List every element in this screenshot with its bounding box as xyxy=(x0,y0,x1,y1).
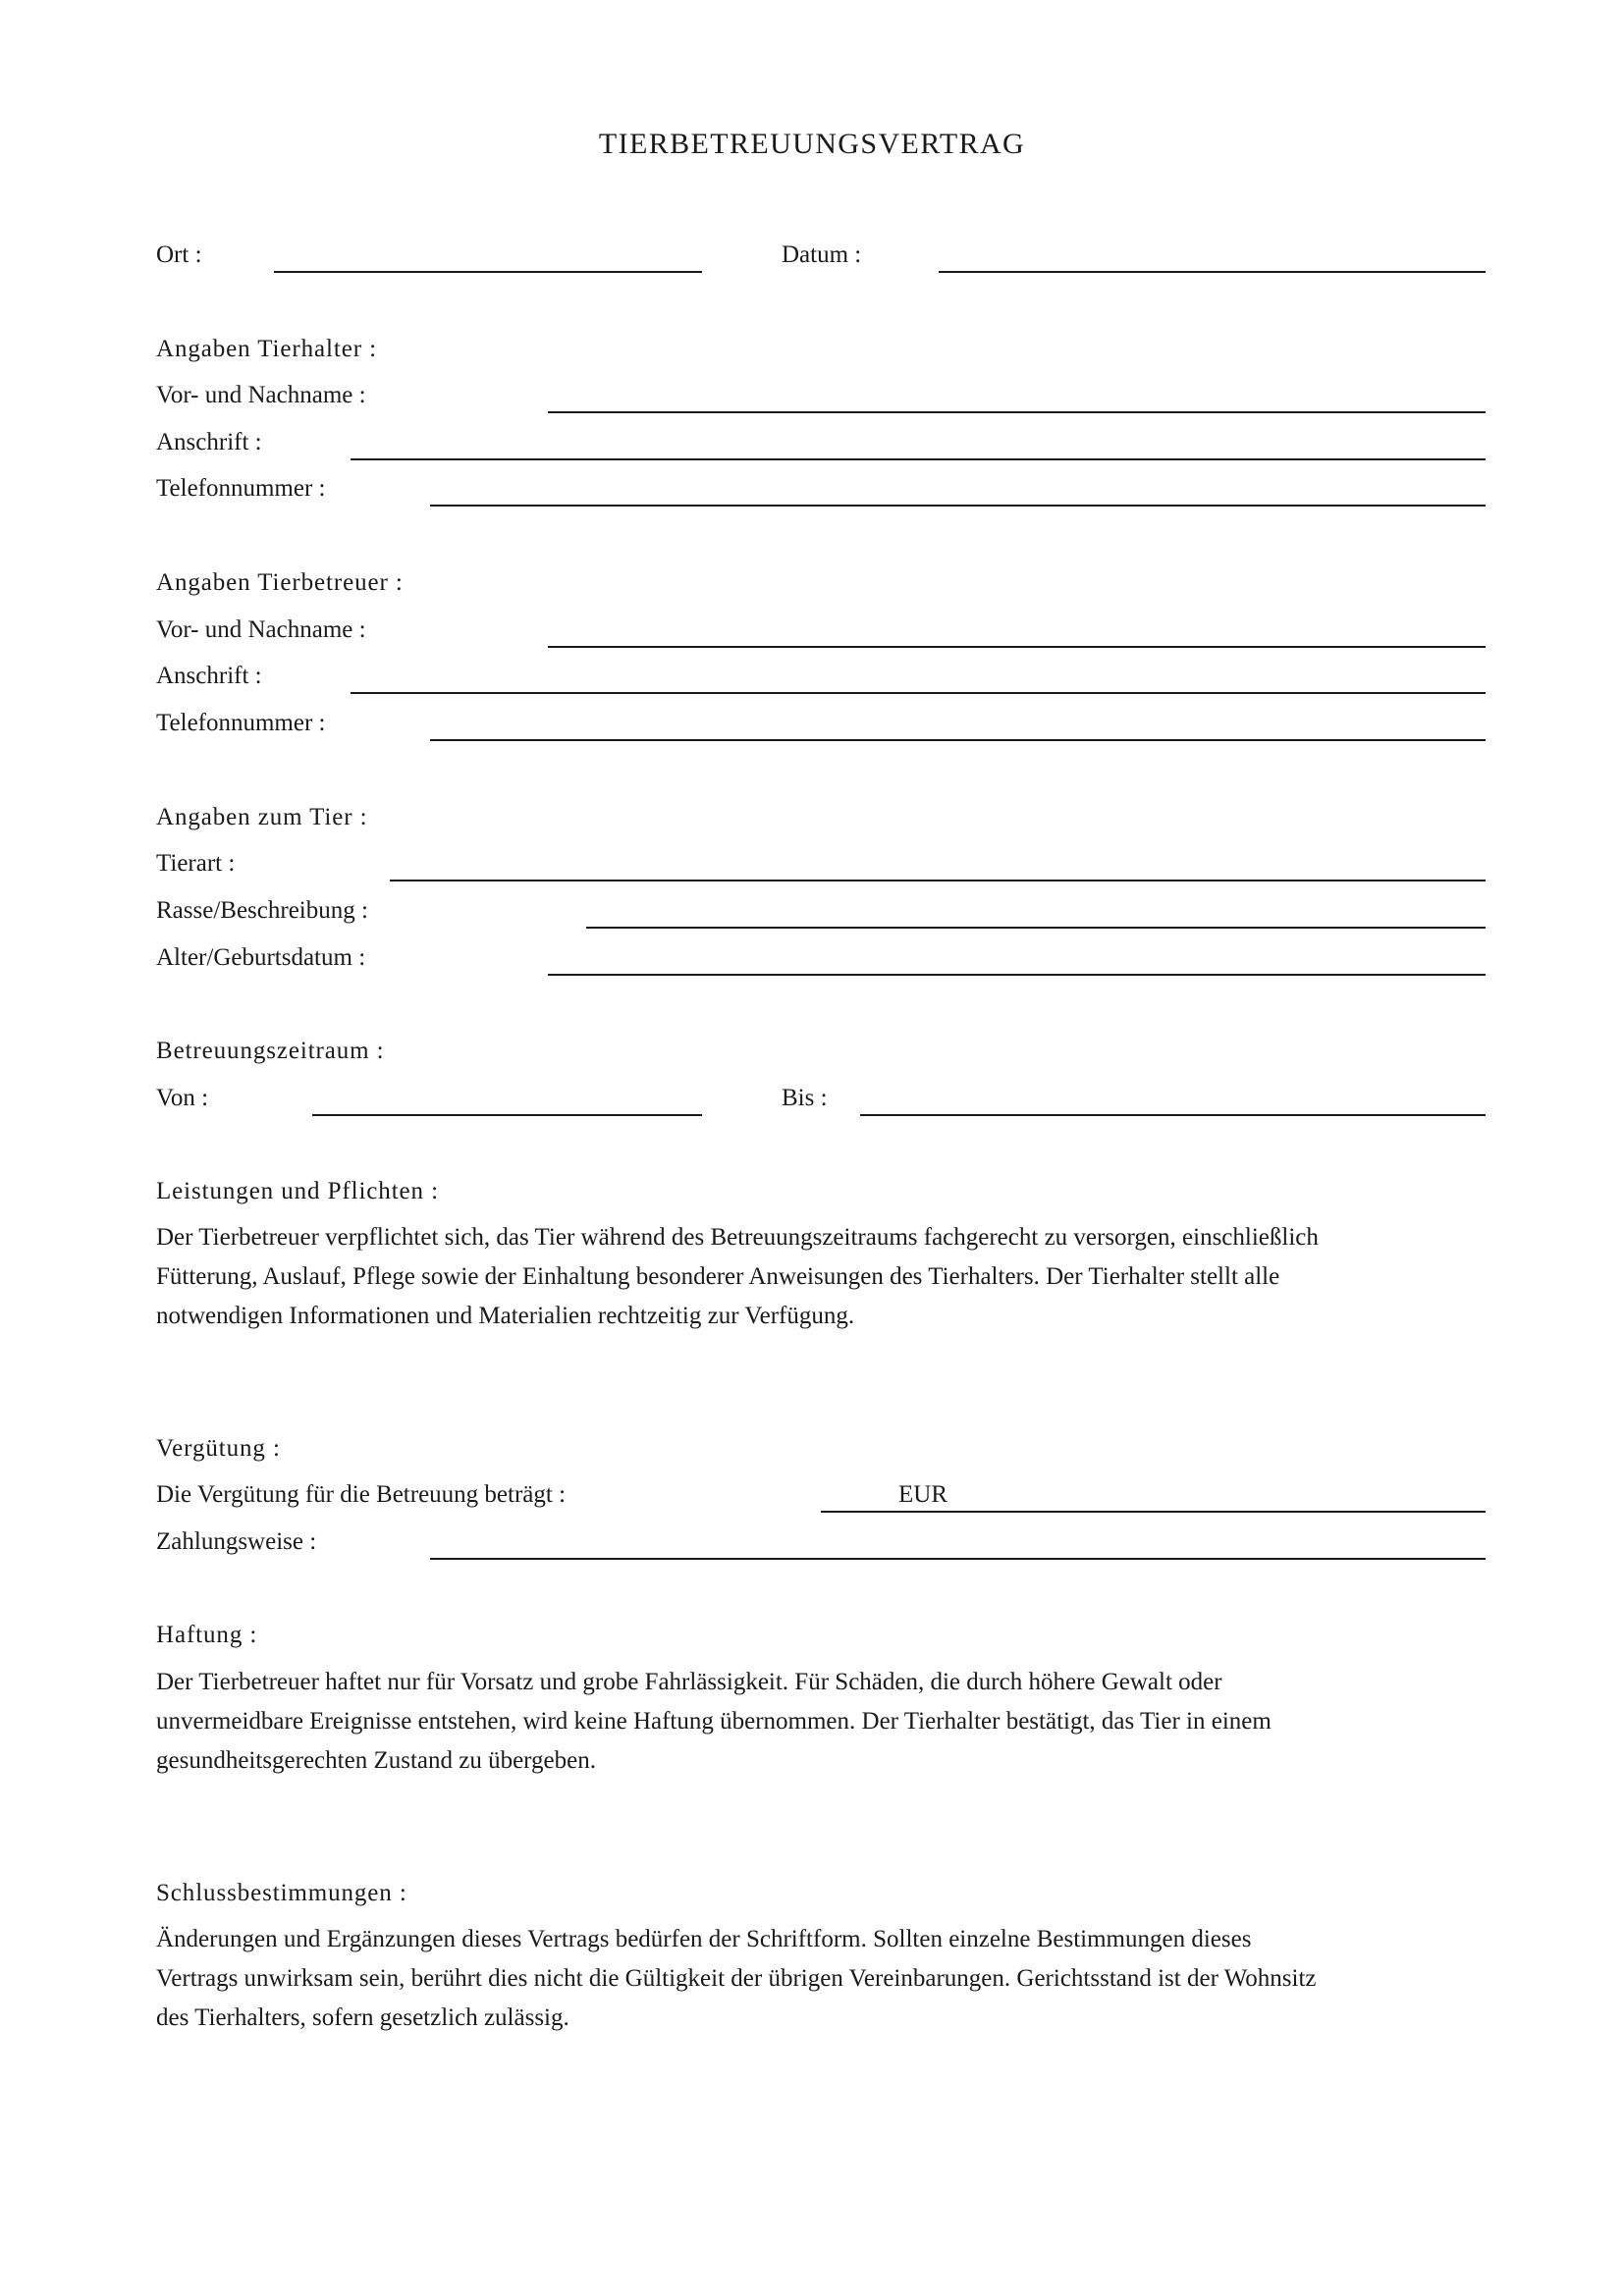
haftung-line-2: unvermeidbare Ereignisse entstehen, wird keine Haftung übernommen. Der Tierhalter bestätigt, das Tier in einem xyxy=(156,1708,1272,1735)
schluss-line-1: Änderungen und Ergänzungen dieses Vertrags bedürfen der Schriftform. Sollten einzelne Bestimmungen dieses xyxy=(156,1926,1252,1952)
von-label: Von : xyxy=(156,1085,209,1111)
leistungen-line-2: Fütterung, Auslauf, Pflege sowie der Einhaltung besonderer Anweisungen des Tierhalters. Der Tierhalter stellt alle xyxy=(156,1263,1280,1290)
zahlungsweise-field[interactable] xyxy=(430,1558,1486,1560)
tierbetreuer-heading: Angaben Tierbetreuer : xyxy=(156,569,404,596)
tierhalter-phone-field[interactable] xyxy=(430,505,1486,507)
currency-label: EUR xyxy=(898,1481,947,1508)
zeitraum-heading: Betreuungszeitraum : xyxy=(156,1038,385,1064)
schluss-line-3: des Tierhalters, sofern gesetzlich zulässig. xyxy=(156,2004,569,2031)
von-field[interactable] xyxy=(312,1114,702,1116)
tierhalter-name-field[interactable] xyxy=(548,411,1486,413)
zahlungsweise-label: Zahlungsweise : xyxy=(156,1528,317,1555)
tierbetreuer-phone-field[interactable] xyxy=(430,739,1486,741)
haftung-paragraph xyxy=(156,1663,1491,1781)
haftung-heading: Haftung : xyxy=(156,1622,258,1648)
leistungen-heading: Leistungen und Pflichten : xyxy=(156,1178,439,1204)
tierbetreuer-name-field[interactable] xyxy=(548,646,1486,648)
tierart-field[interactable] xyxy=(390,880,1486,881)
ort-field[interactable] xyxy=(274,271,702,273)
bis-field[interactable] xyxy=(860,1114,1486,1116)
datum-field[interactable] xyxy=(939,271,1486,273)
document-title: TIERBETREUUNGSVERTRAG xyxy=(598,128,1026,160)
haftung-line-3: gesundheitsgerechten Zustand zu übergeben. xyxy=(156,1747,596,1774)
haftung-line-1: Der Tierbetreuer haftet nur für Vorsatz und grobe Fahrlässigkeit. Für Schäden, die durch höhere Gewalt oder xyxy=(156,1669,1222,1695)
tierbetreuer-address-field[interactable] xyxy=(351,692,1486,694)
schluss-line-2: Vertrags unwirksam sein, berührt dies nicht die Gültigkeit der übrigen Vereinbarungen. Gerichtsstand ist der Wohnsitz xyxy=(156,1965,1317,1992)
ort-label: Ort : xyxy=(156,241,202,268)
tierhalter-address-label: Anschrift : xyxy=(156,429,262,455)
bis-label: Bis : xyxy=(782,1085,828,1111)
tierbetreuer-phone-label: Telefonnummer : xyxy=(156,710,326,736)
verguetung-amount-field[interactable] xyxy=(821,1511,1486,1513)
tierhalter-address-field[interactable] xyxy=(351,458,1486,460)
rasse-field[interactable] xyxy=(586,927,1486,929)
datum-label: Datum : xyxy=(782,241,862,268)
alter-label: Alter/Geburtsdatum : xyxy=(156,944,366,971)
rasse-label: Rasse/Beschreibung : xyxy=(156,897,368,924)
leistungen-line-3: notwendigen Informationen und Materialien rechtzeitig zur Verfügung. xyxy=(156,1303,855,1329)
schluss-heading: Schlussbestimmungen : xyxy=(156,1880,407,1906)
leistungen-line-1: Der Tierbetreuer verpflichtet sich, das Tier während des Betreuungszeitraums fachgerecht zu versorgen, einschließlich xyxy=(156,1224,1319,1251)
tierbetreuer-address-label: Anschrift : xyxy=(156,663,262,689)
verguetung-amount-label: Die Vergütung für die Betreuung beträgt : xyxy=(156,1481,567,1508)
tierhalter-name-label: Vor- und Nachname : xyxy=(156,382,366,408)
schluss-paragraph xyxy=(156,1920,1491,2038)
verguetung-heading: Vergütung : xyxy=(156,1435,281,1462)
alter-field[interactable] xyxy=(548,974,1486,976)
tierart-label: Tierart : xyxy=(156,850,236,877)
tier-heading: Angaben zum Tier : xyxy=(156,804,368,830)
tierhalter-phone-label: Telefonnummer : xyxy=(156,475,326,502)
tierbetreuer-name-label: Vor- und Nachname : xyxy=(156,616,366,643)
tierhalter-heading: Angaben Tierhalter : xyxy=(156,336,377,362)
leistungen-paragraph xyxy=(156,1218,1491,1336)
